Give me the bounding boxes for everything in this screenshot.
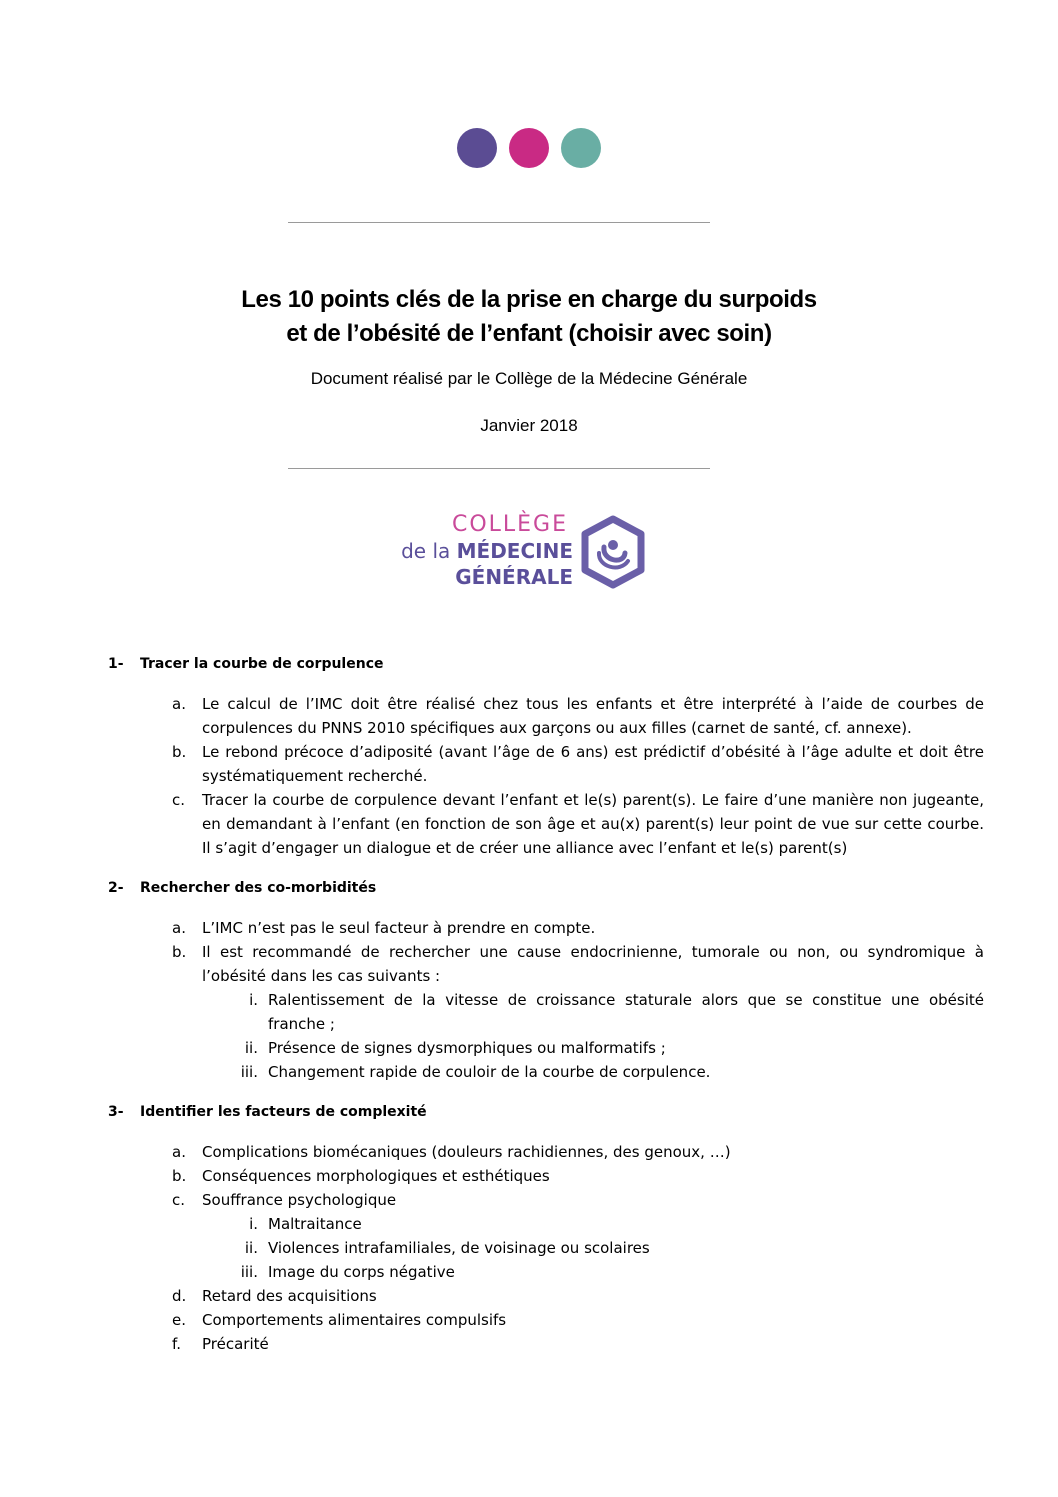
- list-item-marker: d.: [172, 1287, 187, 1305]
- list-item-text: Le calcul de l’IMC doit être réalisé chez tous les enfants et être interprété à l’aide de courbes de corpulences du PNNS 2010 spécifiques aux garçons ou aux filles (carnet de santé, cf. annexe).: [202, 695, 984, 737]
- title-line-1: Les 10 points clés de la prise en charge du surpoids: [241, 286, 817, 313]
- list-item: [108, 740, 984, 788]
- hexagon-figure-icon: [580, 515, 646, 589]
- list-item-text: Retard des acquisitions: [202, 1287, 377, 1305]
- sub-list-item: [108, 1260, 984, 1284]
- list-item: [108, 1332, 984, 1356]
- sub-list-item: [108, 1212, 984, 1236]
- list-item-marker: f.: [172, 1335, 181, 1353]
- list-item-marker: c.: [172, 1191, 186, 1209]
- top-divider: [288, 222, 710, 223]
- sub-list-item-marker: i.: [249, 1215, 258, 1233]
- list-item-text: Conséquences morphologiques et esthétiques: [202, 1167, 550, 1185]
- list-item-marker: c.: [172, 791, 186, 809]
- document-subtitle: Document réalisé par le Collège de la Médecine Générale: [310, 369, 748, 388]
- logo-wordmark: [388, 512, 573, 590]
- sub-list-item-marker: i.: [249, 991, 258, 1009]
- list-item-marker: b.: [172, 1167, 187, 1185]
- section-heading: [108, 652, 984, 676]
- list-item: [108, 1188, 984, 1212]
- logo-line-1: COLLÈGE: [451, 512, 568, 537]
- section-1: [108, 652, 984, 860]
- list-item-text: Complications biomécaniques (douleurs rachidiennes, des genoux, …): [202, 1143, 731, 1161]
- list-item: [108, 1164, 984, 1188]
- sub-list-item-marker: iii.: [240, 1063, 258, 1081]
- sub-list-item-text: Image du corps négative: [268, 1263, 455, 1281]
- list-item: [108, 1284, 984, 1308]
- sub-list-item: [108, 1236, 984, 1260]
- section-number: 1-: [108, 656, 124, 672]
- list-item-text: Tracer la courbe de corpulence devant l’enfant et le(s) parent(s). Le faire d’une manière non jugeante, en demandant à l’enfant (en fonction de son âge et au(x) parent(s) leur point de vue sur cette courbe. Il s’agit d’engager un dialogue et de créer une alliance avec l’enfant et le(s) parent(s): [202, 791, 984, 857]
- decorative-dots: [457, 128, 607, 168]
- sub-list-item-text: Violences intrafamiliales, de voisinage ou scolaires: [268, 1239, 650, 1257]
- list-item-text: L’IMC n’est pas le seul facteur à prendre en compte.: [202, 919, 596, 937]
- section-heading: [108, 876, 984, 900]
- list-item: [108, 788, 984, 860]
- title-line-2: et de l’obésité de l’enfant (choisir avec soin): [286, 320, 772, 347]
- bottom-divider: [288, 468, 710, 469]
- sub-list-item: [108, 988, 984, 1036]
- section-heading: [108, 1100, 984, 1124]
- logo-line-2-pre: de la: [401, 539, 451, 563]
- list-item-marker: b.: [172, 943, 187, 961]
- sub-list-item: [108, 1036, 984, 1060]
- magenta-dot: [509, 128, 549, 168]
- list-item-marker: e.: [172, 1311, 186, 1329]
- section-title: Identifier les facteurs de complexité: [140, 1104, 427, 1120]
- section-title: Rechercher des co-morbidités: [140, 880, 377, 896]
- sub-list-item-text: Ralentissement de la vitesse de croissance staturale alors que se constitue une obésité franche ;: [268, 991, 984, 1033]
- list-item-text: Précarité: [202, 1335, 269, 1353]
- section-number: 3-: [108, 1104, 124, 1120]
- purple-dot: [457, 128, 497, 168]
- page-title: [100, 283, 958, 351]
- sub-list-item: [108, 1060, 984, 1084]
- list-item-marker: a.: [172, 919, 186, 937]
- list-item: [108, 916, 984, 940]
- list-item: [108, 692, 984, 740]
- sub-list-item-marker: ii.: [244, 1039, 258, 1057]
- sub-list-item-text: Changement rapide de couloir de la courbe de corpulence.: [268, 1063, 711, 1081]
- list-item-marker: b.: [172, 743, 187, 761]
- logo-line-2-bold: MÉDECINE: [456, 539, 573, 563]
- teal-dot: [561, 128, 601, 168]
- logo-line-3: GÉNÉRALE: [455, 565, 573, 589]
- list-item-text: Comportements alimentaires compulsifs: [202, 1311, 507, 1329]
- section-2: [108, 876, 984, 1084]
- sub-list-item-marker: iii.: [240, 1263, 258, 1281]
- section-title: Tracer la courbe de corpulence: [140, 656, 384, 672]
- section-3: [108, 1100, 984, 1356]
- sub-list-item-marker: ii.: [244, 1239, 258, 1257]
- document-date: Janvier 2018: [480, 416, 578, 435]
- list-item: [108, 1140, 984, 1164]
- list-item: [108, 940, 984, 988]
- college-logo: [388, 512, 658, 602]
- document-body: [108, 652, 984, 1372]
- logo-line-2: [388, 538, 573, 564]
- sub-list-item-text: Maltraitance: [268, 1215, 362, 1233]
- list-item-marker: a.: [172, 695, 186, 713]
- list-item-text: Le rebond précoce d’adiposité (avant l’âge de 6 ans) est prédictif d’obésité à l’âge adulte et doit être systématiquement recherché.: [202, 743, 984, 785]
- sub-list-item-text: Présence de signes dysmorphiques ou malformatifs ;: [268, 1039, 666, 1057]
- list-item: [108, 1308, 984, 1332]
- section-number: 2-: [108, 880, 124, 896]
- list-item-marker: a.: [172, 1143, 186, 1161]
- list-item-text: Il est recommandé de rechercher une cause endocrinienne, tumorale ou non, ou syndromique à l’obésité dans les cas suivants :: [202, 943, 984, 985]
- list-item-text: Souffrance psychologique: [202, 1191, 397, 1209]
